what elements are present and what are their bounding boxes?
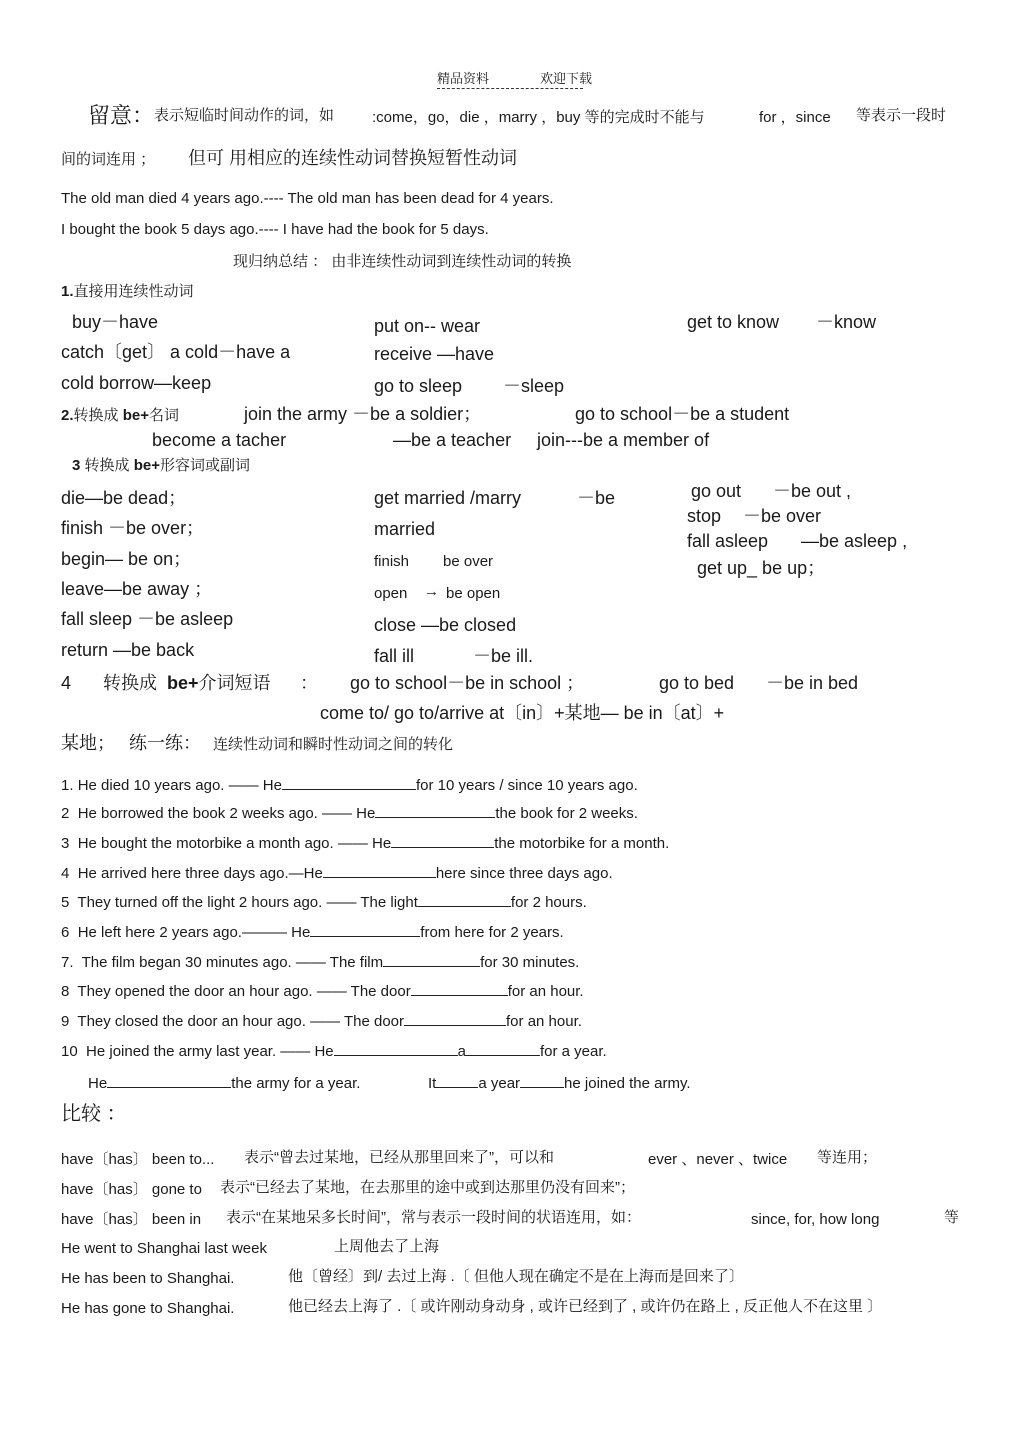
verb-pair: leave—be away ； xyxy=(61,579,213,599)
answer-blank[interactable] xyxy=(404,1011,506,1026)
verb-pair: receive —have xyxy=(374,344,495,364)
compare-example: He has been to Shanghai. xyxy=(61,1270,235,1287)
verb-pair: join the army －be a soldier； xyxy=(244,404,482,424)
compare-example: He has gone to Shanghai. xyxy=(61,1300,235,1317)
verb-pair: get married /marry xyxy=(374,488,522,508)
verb-pair: get up_ be up； xyxy=(697,558,826,578)
exercise-prompt: The film began 30 minutes ago. —— The film xyxy=(81,954,384,971)
exercise-item xyxy=(88,1073,360,1092)
verb-pair: open xyxy=(374,585,408,602)
exercise-suffix: he joined the army. xyxy=(564,1075,691,1092)
intro-text-1d: 等表示一段时 xyxy=(856,107,947,124)
answer-blank[interactable] xyxy=(411,981,508,996)
compare-explanation: 表示“曾去过某地，已经从那里回来了”，可以和 xyxy=(244,1149,554,1166)
compare-term: have〔has〕 gone to xyxy=(61,1181,202,1198)
exercise-mid: a xyxy=(457,1043,466,1060)
exercise-item xyxy=(61,775,638,794)
verb-pair: join---be a member of xyxy=(537,430,710,450)
verb-pair: —be a teacher xyxy=(393,430,512,450)
verb-pair: go to bed xyxy=(659,673,735,693)
exercise-number: 5 xyxy=(61,894,70,911)
arrow-icon: → xyxy=(424,583,439,600)
section4-colon: ： xyxy=(300,673,318,693)
exercise-number: 8 xyxy=(61,983,70,1000)
exercise-item xyxy=(61,833,669,852)
compare-term: have〔has〕 been to... xyxy=(61,1151,215,1168)
verb-pair: married xyxy=(374,519,436,539)
verb-pair: be open xyxy=(446,585,501,602)
exercise-item xyxy=(61,803,638,822)
exercise-suffix: for an hour. xyxy=(506,1013,582,1030)
verb-pair: cold borrow—keep xyxy=(61,373,212,393)
section1-title: 直接用连续性动词 xyxy=(73,283,194,300)
section4-title-a: 转换成 xyxy=(103,673,157,693)
exercise-suffix: the book for 2 weeks. xyxy=(495,805,638,822)
compare-explanation: 表示“已经去了某地，在去那里的途中或到达那里仍没有回来”； xyxy=(220,1179,635,1196)
answer-blank[interactable] xyxy=(466,1041,540,1056)
verb-pair: fall asleep xyxy=(687,531,769,551)
exercise-item xyxy=(61,1011,582,1030)
compare-translation: 他〔曾经〕到/ 去过上海 .〔 但他人现在确定不是在上海而是回来了〕 xyxy=(288,1268,744,1285)
exercise-mid: a year xyxy=(478,1075,521,1092)
verb-pair: put on-- wear xyxy=(374,316,481,336)
exercise-suffix: for a year. xyxy=(539,1043,607,1060)
practice-heading: 练一练： xyxy=(129,733,201,753)
exercise-number: 4 xyxy=(61,865,70,882)
verb-pair: die—be dead； xyxy=(61,488,187,508)
verb-pair: －sleep xyxy=(503,376,565,396)
verb-pair: stop xyxy=(687,506,722,526)
compare-keywords: since, for, how long xyxy=(751,1211,880,1228)
compare-suffix: 等 xyxy=(944,1209,960,1226)
compare-example: He went to Shanghai last week xyxy=(61,1240,267,1257)
verb-pair: be over xyxy=(443,553,494,570)
intro-text-1b: :come，go，die ，marry ，buy 等的完成时不能与 xyxy=(372,109,705,126)
verb-pair: close —be closed xyxy=(374,615,517,635)
intro-heading: 留意： xyxy=(88,103,155,128)
section1-number: 1. xyxy=(61,283,74,300)
exercise-suffix: the motorbike for a month. xyxy=(494,835,670,852)
section3-title-c: 形容词或副词 xyxy=(159,457,250,474)
verb-pair: －be ill. xyxy=(473,646,534,666)
verb-pair: catch〔get〕 a cold－have a xyxy=(61,342,291,362)
exercise-prompt: He left here 2 years ago.——— He xyxy=(77,924,311,941)
exercise-prompt: He xyxy=(88,1075,108,1092)
verb-pair: go to school－be in school ； xyxy=(350,673,585,693)
verb-pair: finish xyxy=(374,553,410,570)
exercise-suffix: for 30 minutes. xyxy=(480,954,580,971)
section4-heading xyxy=(103,673,271,694)
header-divider xyxy=(437,88,583,89)
verb-pair: －know xyxy=(816,312,877,332)
summary-title: 现归纳总结 ： 由非连续性动词到连续性动词的转换 xyxy=(233,253,572,270)
verb-pair: finish －be over； xyxy=(61,518,205,538)
verb-pair: come to/ go to/arrive at〔in〕+某地— be in〔at〕+ xyxy=(320,703,725,723)
compare-suffix: 等连用； xyxy=(817,1149,878,1166)
exercise-item xyxy=(61,863,613,882)
section1-heading xyxy=(61,283,194,300)
exercise-number: 6 xyxy=(61,924,70,941)
answer-blank[interactable] xyxy=(282,775,416,790)
verb-pair: begin— be on； xyxy=(61,549,192,569)
header-right-label: 欢迎下载 xyxy=(540,71,593,86)
verb-pair: －be over xyxy=(743,506,822,526)
answer-blank[interactable] xyxy=(323,863,436,878)
header-left-label: 精品资料 xyxy=(437,71,490,86)
section4-title-b: be+ xyxy=(167,673,199,693)
exercise-suffix: from here for 2 years. xyxy=(420,924,564,941)
exercise-item xyxy=(61,952,579,971)
exercise-number: 2 xyxy=(61,805,70,822)
verb-pair: －be xyxy=(577,488,616,508)
section3-number: 3 xyxy=(72,457,81,474)
section2-heading xyxy=(61,407,179,424)
compare-keywords: ever 、never 、twice xyxy=(648,1151,788,1168)
compare-translation: 他已经去上海了 .〔 或许刚动身动身 , 或许已经到了 , 或许仍在路上 , 反正他人不在这里 〕 xyxy=(288,1298,883,1315)
exercise-prompt: They closed the door an hour ago. —— The door xyxy=(77,1013,405,1030)
answer-blank[interactable] xyxy=(383,952,480,967)
exercise-item xyxy=(61,981,584,1000)
exercise-prompt: They opened the door an hour ago. —— The door xyxy=(77,983,411,1000)
intro-text-2a: 间的词连用 ； xyxy=(61,151,156,168)
section4-place: 某地； xyxy=(61,733,115,753)
compare-title: 比较 ： xyxy=(61,1103,127,1125)
answer-blank[interactable] xyxy=(436,1073,478,1088)
exercise-prompt: He borrowed the book 2 weeks ago. —— He xyxy=(77,805,376,822)
answer-blank[interactable] xyxy=(310,922,420,937)
verb-pair: buy－have xyxy=(72,312,159,332)
exercise-prompt: He arrived here three days ago.—He xyxy=(77,865,323,882)
exercise-suffix: here since three days ago. xyxy=(435,865,613,882)
exercise-number: 9 xyxy=(61,1013,70,1030)
exercise-number: 1. xyxy=(61,777,74,794)
exercise-item xyxy=(428,1073,691,1092)
exercise-number: 7. xyxy=(61,954,74,971)
exercise-prompt: He bought the motorbike a month ago. —— He xyxy=(77,835,392,852)
exercise-number: 10 xyxy=(61,1043,78,1060)
compare-term: have〔has〕 been in xyxy=(61,1211,202,1228)
answer-blank[interactable] xyxy=(334,1041,458,1056)
section2-title-b: be+ xyxy=(122,407,149,424)
verb-pair: go out xyxy=(691,481,742,501)
verb-pair: get to know xyxy=(687,312,780,332)
exercise-item xyxy=(61,1041,607,1060)
verb-pair: —be asleep , xyxy=(801,531,908,551)
section3-title-a: 转换成 xyxy=(84,457,130,474)
practice-subtitle: 连续性动词和瞬时性动词之间的转化 xyxy=(213,736,454,753)
exercise-suffix: for 10 years / since 10 years ago. xyxy=(415,777,638,794)
verb-pair: －be in bed xyxy=(766,673,859,693)
answer-blank[interactable] xyxy=(107,1073,231,1088)
exercise-prompt: He died 10 years ago. —— He xyxy=(77,777,282,794)
verb-pair: fall sleep －be asleep xyxy=(61,609,234,629)
example-line: The old man died 4 years ago.---- The old man has been dead for 4 years. xyxy=(61,190,554,207)
verb-pair: －be out , xyxy=(773,481,852,501)
exercise-suffix: for 2 hours. xyxy=(510,894,587,911)
exercise-item xyxy=(61,892,587,911)
answer-blank[interactable] xyxy=(520,1073,564,1088)
exercise-number: 3 xyxy=(61,835,70,852)
verb-pair: return —be back xyxy=(61,640,195,660)
verb-pair: go to sleep xyxy=(374,376,463,396)
exercise-prompt: He joined the army last year. —— He xyxy=(86,1043,334,1060)
section2-title-c: 名词 xyxy=(148,407,179,424)
answer-blank[interactable] xyxy=(391,833,494,848)
answer-blank[interactable] xyxy=(375,803,495,818)
verb-pair: go to school－be a student xyxy=(575,404,790,424)
section4-number: 4 xyxy=(61,673,72,693)
exercise-suffix: for an hour. xyxy=(507,983,584,1000)
verb-pair: become a tacher xyxy=(152,430,287,450)
intro-text-1c: for ，since xyxy=(759,109,831,126)
compare-translation: 上周他去了上海 xyxy=(334,1238,440,1255)
verb-pair: fall ill xyxy=(374,646,415,666)
answer-blank[interactable] xyxy=(418,892,511,907)
exercise-suffix: the army for a year. xyxy=(231,1075,361,1092)
compare-explanation: 表示“在某地呆多长时间”，常与表示一段时间的状语连用，如： xyxy=(226,1209,641,1226)
section2-number: 2. xyxy=(61,407,74,424)
section3-heading xyxy=(72,457,250,474)
exercise-prompt: It xyxy=(428,1075,437,1092)
exercise-item xyxy=(61,922,564,941)
intro-text-2b: 但可 用相应的连续性动词替换短暂性动词 xyxy=(188,148,517,168)
section3-title-b: be+ xyxy=(133,457,160,474)
example-line: I bought the book 5 days ago.---- I have had the book for 5 days. xyxy=(61,221,489,238)
section2-title-a: 转换成 xyxy=(73,407,119,424)
intro-text-1a: 表示短临时间动作的词，如 xyxy=(154,107,335,124)
exercise-prompt: They turned off the light 2 hours ago. —— The light xyxy=(77,894,418,911)
section4-title-c: 介词短语 xyxy=(198,673,271,693)
